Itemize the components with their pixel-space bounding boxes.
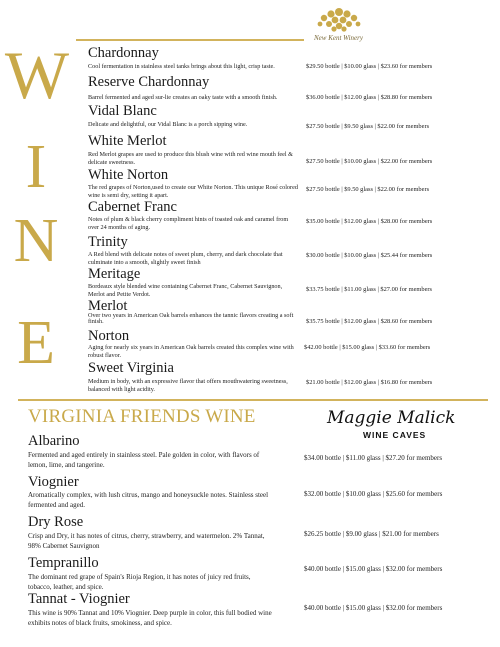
partner-logo-script: Maggie Malick bbox=[327, 408, 456, 428]
wine-description: Notes of plum & black cherry compliment hints of toasted oak and caramel from over 24 months of aging. bbox=[88, 216, 289, 232]
wine-name: White Norton bbox=[88, 167, 169, 183]
wine-name: White Merlot bbox=[88, 133, 167, 149]
wine-name: Sweet Virginia bbox=[88, 360, 174, 376]
wine-price: $33.75 bottle | $11.00 glass | $27.00 for members bbox=[306, 286, 433, 293]
winery-logo-text: New Kent Winery bbox=[314, 34, 363, 42]
wine-name: Dry Rose bbox=[28, 514, 84, 530]
side-letter-w: W bbox=[4, 37, 70, 113]
wine-price: $42.00 bottle | $15.00 glass | $33.60 for members bbox=[304, 344, 431, 351]
wine-price: $32.00 bottle | $10.00 glass | $25.60 for members bbox=[304, 490, 443, 498]
wine-price: $29.50 bottle | $10.00 glass | $23.60 for members bbox=[306, 63, 433, 70]
partner-logo-sub: WINE CAVES bbox=[363, 430, 427, 440]
wine-description: Crisp and Dry, it has notes of citrus, cherry, strawberry, and watermelon. 2% Tannat, 98% Cabernet Sauvignon bbox=[28, 532, 265, 550]
partner-logo bbox=[327, 408, 457, 444]
wine-name: Vidal Blanc bbox=[88, 103, 157, 119]
wine-description: The dominant red grape of Spain's Rioja Region, it has notes of juicy red fruits, tobacco, leather, and spice. bbox=[28, 573, 251, 591]
wine-description: This wine is 90% Tannat and 10% Viognier. Deep purple in color, this full bodied wine exhibits notes of black fruits, smokiness, and spice. bbox=[28, 609, 272, 627]
wine-name: Tempranillo bbox=[28, 555, 99, 571]
side-letter-i: I bbox=[25, 133, 47, 201]
wine-name: Albarino bbox=[28, 433, 80, 449]
wine-price: $40.00 bottle | $15.00 glass | $32.00 for members bbox=[304, 604, 443, 612]
wine-description: The red grapes of Norton,used to create our White Norton. This unique Rosé colored wine is semi dry, setting it apart. bbox=[88, 184, 298, 200]
wine-description: Cool fermentation in stainless steel tanks brings about this light, crisp taste. bbox=[88, 63, 275, 70]
wine-description: Red Merlot grapes are used to produce this blush wine with red wine mouth feel & delicate sweetness. bbox=[88, 151, 293, 167]
wine-price: $26.25 bottle | $9.00 glass | $21.00 for members bbox=[304, 530, 439, 538]
wine-description: Aging for nearly six years in American Oak barrels created this complex wine with robust flavor. bbox=[88, 344, 294, 360]
section-divider bbox=[18, 399, 488, 401]
wine-description: Bordeaux style blended wine containing Cabernet Franc, Cabernet Sauvignon, Merlot and Petite Verdot. bbox=[88, 283, 283, 299]
wine-description: Over two years in American Oak barrels enhances the tannic flavors creating a soft finish. bbox=[88, 312, 294, 326]
side-letter-e: E bbox=[17, 309, 55, 377]
wine-price: $30.00 bottle | $10.00 glass | $25.44 for members bbox=[306, 252, 433, 259]
wine-price: $27.50 bottle | $9.50 glass | $22.00 for members bbox=[306, 186, 430, 193]
wine-price: $36.00 bottle | $12.00 glass | $28.80 for members bbox=[306, 94, 433, 101]
wine-price: $27.50 bottle | $10.00 glass | $22.00 for members bbox=[306, 158, 433, 165]
wine-price: $27.50 bottle | $9.50 glass | $22.00 for members bbox=[306, 123, 430, 130]
wine-price: $40.00 bottle | $15.00 glass | $32.00 for members bbox=[304, 565, 443, 573]
wine-description: A Red blend with delicate notes of sweet plum, cherry, and dark chocolate that culminate into a smooth, slightly sweet finish bbox=[88, 251, 283, 267]
wine-name: Meritage bbox=[88, 266, 141, 282]
wine-name: Norton bbox=[88, 328, 130, 344]
wine-name: Viognier bbox=[28, 474, 79, 490]
wine-name: Reserve Chardonnay bbox=[88, 74, 210, 90]
wine-description: Barrel fermented and aged sur-lie creates an oaky taste with a smooth finish. bbox=[88, 94, 278, 101]
wine-name: Trinity bbox=[88, 234, 128, 250]
wine-name: Merlot bbox=[88, 298, 128, 314]
wine-name: Chardonnay bbox=[88, 45, 159, 61]
winery-logo bbox=[300, 2, 378, 48]
wine-name: Tannat - Viognier bbox=[28, 591, 130, 607]
wine-price: $21.00 bottle | $12.00 glass | $16.80 for members bbox=[306, 379, 433, 386]
section-title: VIRGINIA FRIENDS WINE bbox=[28, 406, 256, 427]
wine-price: $34.00 bottle | $11.00 glass | $27.20 for members bbox=[304, 454, 443, 462]
wine-description: Medium in body, with an expressive flavor that offers mouthwatering sweetness, balanced with light acidity. bbox=[88, 378, 288, 394]
wine-description: Fermented and aged entirely in stainless steel. Pale golden in color, with flavors of lemon, lime, and tangerine. bbox=[28, 451, 260, 469]
wine-description: Delicate and delightful, our Vidal Blanc is a porch sipping wine. bbox=[88, 121, 248, 128]
side-letter-n: N bbox=[13, 207, 59, 275]
wine-name: Cabernet Franc bbox=[88, 199, 177, 215]
wine-price: $35.00 bottle | $12.00 glass | $28.00 for members bbox=[306, 218, 433, 225]
wine-description: Aromatically complex, with lush citrus, mango and honeysuckle notes. Stainless steel fermented and aged. bbox=[28, 491, 269, 509]
wine-price: $35.75 bottle | $12.00 glass | $28.60 for members bbox=[306, 318, 433, 325]
top-divider bbox=[76, 39, 304, 41]
